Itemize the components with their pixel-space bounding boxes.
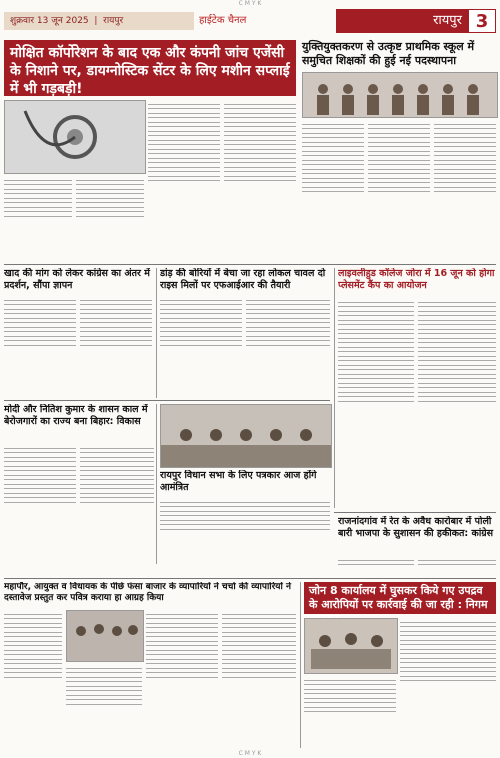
assembly-body [160,498,330,564]
efir-body-col-2 [246,296,330,396]
group-photo-icon [303,73,497,117]
livelihood-headline: लाइवलीहुड कॉलेज जोरा में 16 जून को होगा प्लेसमेंट कैंप का आयोजन [338,268,495,291]
print-registration-bottom: C M Y K [238,750,262,757]
zone8-body-col-1 [304,676,396,746]
section-divider-1 [4,264,496,265]
mahapaur-body-col-2 [66,664,142,746]
mahapaur-photo [66,610,144,662]
stethoscope-image-icon [5,101,145,173]
congress-headline: खाद की मांग को लेकर कांग्रेस का अंतर में प्रदर्शन, सौंपा ज्ञापन [4,268,150,291]
lead-body-col-1 [4,176,72,260]
lead-body-col-4 [224,100,296,260]
mahapaur-body-col-4 [222,610,296,746]
header-brand: हाईटेक चैनल [199,15,247,26]
lead-body-col-2 [76,176,144,260]
rajnandgaon-body-col-2 [418,556,496,574]
zone8-body-col-2 [400,618,496,746]
column-divider-3 [156,404,157,564]
header-section: रायपुर [433,13,462,28]
congress-body-col-2 [80,296,152,396]
livelihood-body-col-2 [418,298,496,508]
lead-photo [4,100,146,174]
mahapaur-body-col-3 [146,610,218,746]
header-date: शुक्रवार 13 जून 2025 [10,16,89,26]
assembly-photo [160,404,332,468]
zone8-photo [304,618,398,674]
congress-body-col-1 [4,296,76,396]
lead-body-col-3 [148,100,220,260]
zone8-headline: जोन 8 कार्यालय में घुसकर किये गए उपद्रव के आरोपियों पर कार्रवाई की जा रही : निगम [304,582,496,614]
mahapaur-headline: महापौर, आयुक्त व विधायक के पीछे फंसा बाजार के व्यापारियों ने चर्चा की व्यापारियों ने दस्तावेज प्रस्तुत कर पवित्र कराया हा आग्रह किया [4,582,291,603]
header-date-strip: शुक्रवार 13 जून 2025 | रायपुर [4,12,194,30]
section-divider-2 [4,400,330,401]
office-photo-icon [305,619,397,673]
column-divider-2 [334,268,335,508]
page-number: 3 [468,9,496,33]
assembly-headline: रायपुर विधान सभा के लिए पत्रकार आज होंगे आमंत्रित [160,470,317,493]
teachers-body-col-3 [434,120,496,260]
teachers-body-col-2 [368,120,430,260]
column-divider-4 [300,582,301,748]
crowd-photo-icon [67,611,143,661]
teachers-headline: युक्तियुक्तकरण से उत्कृष्ट प्राथमिक स्कूल में समुचित शिक्षकों की हुई नई पदस्थापना [302,40,475,67]
header-city-small: रायपुर [103,16,124,26]
livelihood-body-col-1 [338,298,414,508]
mahapaur-body-col-1 [4,610,62,746]
meeting-photo-icon [161,405,331,467]
rajnandgaon-body-col-1 [338,556,414,574]
lead-headline: मोक्षित कॉर्पोरेशन के बाद एक और कंपनी जांच एजेंसी के निशाने पर, डायग्नोस्टिक सेंटर के लिए मशीन सप्लाई में भी गड़बड़ी! [4,40,296,96]
modi-headline: मोदी और नितिश कुमार के शासन काल में बेरोजगारों का राज्य बना बिहार: विकास [4,404,148,427]
column-divider-1 [156,268,157,398]
modi-body-col-1 [4,444,76,564]
efir-body-col-1 [160,296,242,396]
teachers-body-col-1 [302,120,364,260]
section-divider-4 [4,578,496,579]
section-divider-3 [334,512,496,513]
teachers-photo [302,72,498,118]
efir-headline: डांड़ की बोरियों में बेचा जा रहा लोकल चावल दो राइस मिलों पर एफआईआर की तैयारी [160,268,326,291]
page-header [4,9,496,35]
rajnandgaon-headline: राजनांदगांव में रेत के अवैध कारोबार में पोली बारी भाजपा के सुशासन की हकीकत: कांग्रेस [338,516,494,539]
header-section-bar [336,9,496,33]
modi-body-col-2 [80,444,154,564]
print-registration-top: C M Y K [238,0,262,7]
